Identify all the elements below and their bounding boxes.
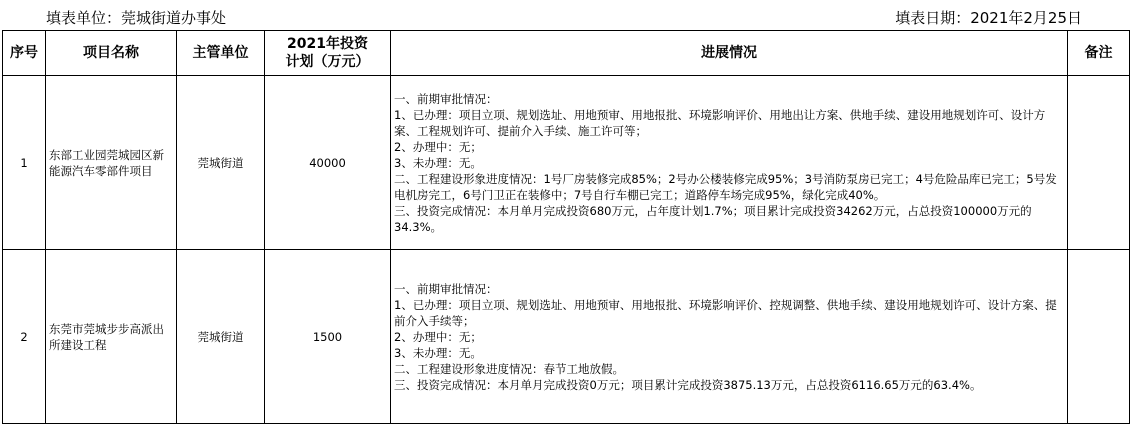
cell-project-name[interactable]: 东部工业园莞城园区新能源汽车零部件项目 bbox=[46, 76, 177, 250]
cell-seq[interactable]: 1 bbox=[3, 76, 46, 250]
cell-investment-plan[interactable]: 1500 bbox=[265, 250, 391, 424]
header-project-name: 项目名称 bbox=[46, 31, 177, 76]
header-managing-unit: 主管单位 bbox=[177, 31, 265, 76]
report-header bbox=[0, 0, 1130, 30]
header-progress: 进展情况 bbox=[391, 31, 1068, 76]
cell-progress[interactable] bbox=[391, 250, 1068, 424]
table-row bbox=[3, 76, 1130, 250]
cell-remark[interactable] bbox=[1068, 250, 1130, 424]
table-row bbox=[3, 250, 1130, 424]
cell-remark[interactable] bbox=[1068, 76, 1130, 250]
header-investment-plan-line1: 2021年投资 bbox=[287, 36, 368, 52]
filing-unit-label: 填表单位：莞城街道办事处 bbox=[46, 9, 227, 27]
header-investment-plan-line2: 计划（万元） bbox=[285, 54, 370, 70]
progress-line: 2、办理中：无； bbox=[394, 139, 482, 154]
progress-line: 1、已办理：项目立项、规划选址、用地预审、用地报批、环境影响评价、用地出让方案、供地手续、建设用地规划许可、设计方案、工程规划许可、提前介入手续、施工许可等； bbox=[394, 107, 1046, 138]
progress-line: 3、未办理：无。 bbox=[394, 155, 482, 170]
progress-line: 三、投资完成情况：本月单月完成投资0万元；项目累计完成投资3875.13万元，占总投资6116.65万元的63.4%。 bbox=[394, 377, 982, 392]
header-investment-plan bbox=[265, 31, 391, 76]
cell-seq[interactable]: 2 bbox=[3, 250, 46, 424]
progress-line: 三、投资完成情况：本月单月完成投资680万元，占年度计划1.7%；项目累计完成投资34262万元，占总投资100000万元的34.3%。 bbox=[394, 203, 1032, 234]
progress-line: 二、工程建设形象进度情况：春节工地放假。 bbox=[394, 361, 624, 376]
cell-progress[interactable] bbox=[391, 76, 1068, 250]
cell-managing-unit[interactable]: 莞城街道 bbox=[177, 76, 265, 250]
progress-line: 一、前期审批情况： bbox=[394, 281, 498, 296]
table-header-row bbox=[3, 31, 1130, 76]
header-seq: 序号 bbox=[3, 31, 46, 76]
filing-date-label: 填表日期：2021年2月25日 bbox=[895, 9, 1082, 27]
progress-line: 1、已办理：项目立项、规划选址、用地预审、用地报批、环境影响评价、控规调整、供地手续、建设用地规划许可、设计方案、提前介入手续等； bbox=[394, 297, 1057, 328]
progress-line: 3、未办理：无。 bbox=[394, 345, 482, 360]
progress-line: 一、前期审批情况： bbox=[394, 91, 498, 106]
cell-managing-unit[interactable]: 莞城街道 bbox=[177, 250, 265, 424]
progress-line: 二、工程建设形象进度情况：1号厂房装修完成85%；2号办公楼装修完成95%；3号消防泵房已完工；4号危险品库已完工；5号发电机房完工，6号门卫正在装修中；7号自行车棚已完工；道路停车场完成95%，绿化完成40%。 bbox=[394, 171, 1057, 202]
header-remark: 备注 bbox=[1068, 31, 1130, 76]
project-progress-table bbox=[2, 30, 1130, 424]
cell-investment-plan[interactable]: 40000 bbox=[265, 76, 391, 250]
cell-project-name[interactable]: 东莞市莞城步步高派出所建设工程 bbox=[46, 250, 177, 424]
progress-line: 2、办理中：无； bbox=[394, 329, 482, 344]
